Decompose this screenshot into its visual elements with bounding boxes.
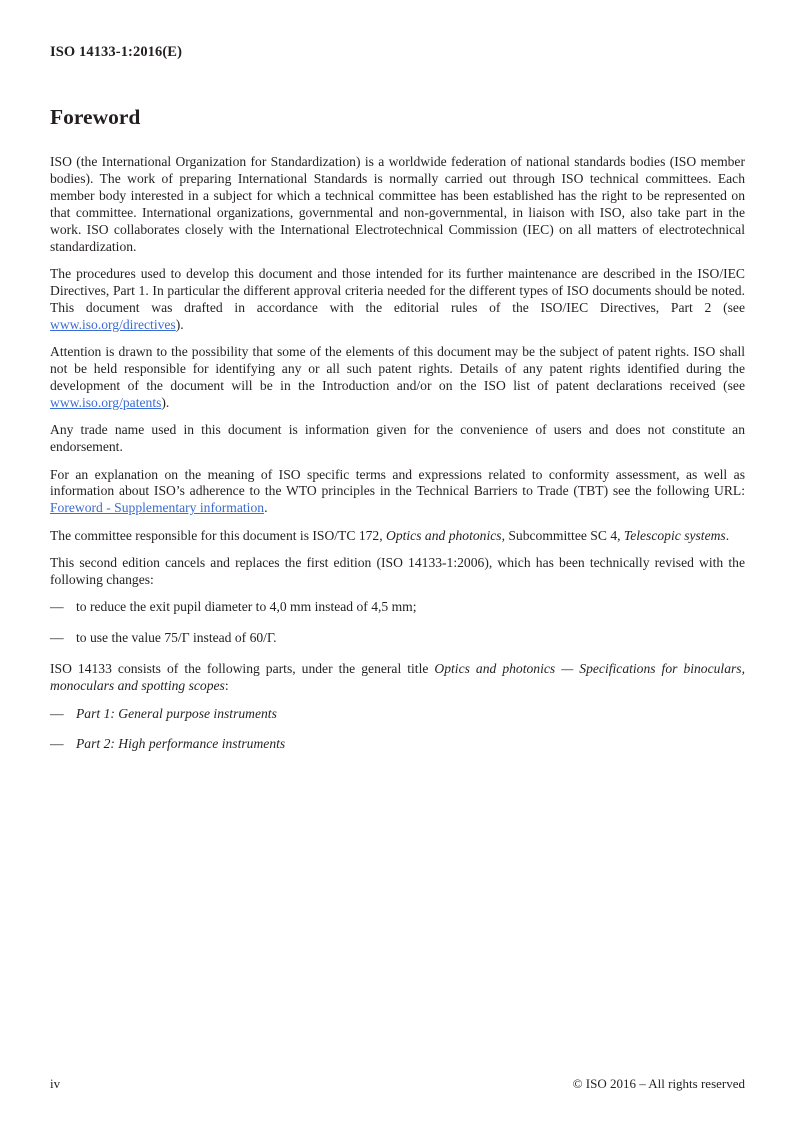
text-run: Attention is drawn to the possibility that some of the elements of this document may be the subject of patent rights. ISO shall not be held responsible for identifying any or all such patent rights. Details of any patent rights identified during the development of the document will be in the Introduction and/or on the ISO list of patent declarations received (see	[50, 344, 745, 393]
dash-marker: —	[50, 630, 64, 646]
paragraph-trade-name	[50, 422, 745, 456]
copyright-notice: © ISO 2016 – All rights reserved	[572, 1076, 745, 1091]
paragraph-patents	[50, 344, 745, 412]
paragraph-second-edition	[50, 555, 745, 589]
text-run: .	[264, 500, 268, 516]
supplementary-information-link[interactable]: Foreword - Supplementary information	[50, 500, 265, 516]
text-run: Any trade name used in this document is information given for the convenience of users and does not constitute an endorsement.	[50, 422, 745, 455]
list-item	[50, 599, 745, 616]
text-run: , Subcommittee SC 4,	[501, 527, 624, 543]
dash-marker: —	[50, 705, 64, 721]
paragraph-parts	[50, 661, 745, 695]
italic-text: Optics and photonics	[386, 527, 502, 543]
text-run: ).	[175, 316, 184, 332]
page-footer	[50, 1076, 745, 1092]
list-item	[50, 706, 745, 723]
text-run: ISO (the International Organization for Standardization) is a worldwide federation of national standards bodies (ISO member bodies). The work of preparing International Standards is normally carried out through ISO technical committees. Each member body interested in a subject for which a technical committee has been established has the right to be represented on that committee. International organizations, governmental and non-governmental, in liaison with ISO, also take part in the work. ISO collaborates closely with the International Electrotechnical Commission (IEC) on all matters of electrotechnical standardization.	[50, 154, 745, 254]
dash-marker: —	[50, 599, 64, 615]
list-item-text: Part 2: High performance instruments	[76, 736, 286, 752]
paragraph-iso-federation	[50, 154, 745, 255]
text-run: For an explanation on the meaning of ISO specific terms and expressions related to conformity assessment, as well as information about ISO’s adherence to the WTO principles in the Technical Barriers to Trade (TBT) see the following URL:	[50, 466, 745, 499]
text-run: The committee responsible for this document is ISO/TC 172,	[50, 527, 387, 543]
document-identifier: ISO 14133-1:2016(E)	[50, 44, 182, 60]
list-item-text: to use the value 75/Γ instead of 60/Γ.	[76, 630, 277, 646]
text-run: This second edition cancels and replaces the first edition (ISO 14133-1:2006), which has been technically revised with the following changes:	[50, 555, 745, 588]
paragraph-procedures	[50, 266, 745, 334]
text-run: ).	[161, 394, 170, 410]
list-item-text: Part 1: General purpose instruments	[76, 705, 277, 721]
paragraph-wto	[50, 467, 745, 518]
page-title: Foreword	[50, 105, 141, 129]
list-item	[50, 630, 745, 647]
text-run: ISO 14133 consists of the following parts, under the general title	[50, 661, 435, 677]
page-content	[50, 44, 745, 767]
dash-marker: —	[50, 736, 64, 752]
paragraph-committee	[50, 528, 745, 545]
patents-link[interactable]: www.iso.org/patents	[50, 394, 162, 410]
directives-link[interactable]: www.iso.org/directives	[50, 316, 176, 332]
list-item	[50, 736, 745, 753]
italic-text: Telescopic systems	[623, 527, 726, 543]
italic-text: Optics and photonics — Specifications for binoculars, monoculars and spotting scopes	[50, 661, 745, 694]
list-changes	[50, 599, 745, 647]
page-number: iv	[50, 1076, 61, 1091]
list-parts	[50, 706, 745, 754]
text-run: :	[224, 678, 229, 694]
text-run: .	[725, 527, 730, 543]
text-run: The procedures used to develop this document and those intended for its further maintenance are described in the ISO/IEC Directives, Part 1. In particular the different approval criteria needed for the different types of ISO documents should be noted. This document was drafted in accordance with the editorial rules of the ISO/IEC Directives, Part 2 (see	[50, 265, 745, 315]
list-item-text: to reduce the exit pupil diameter to 4,0 mm instead of 4,5 mm;	[76, 599, 417, 615]
